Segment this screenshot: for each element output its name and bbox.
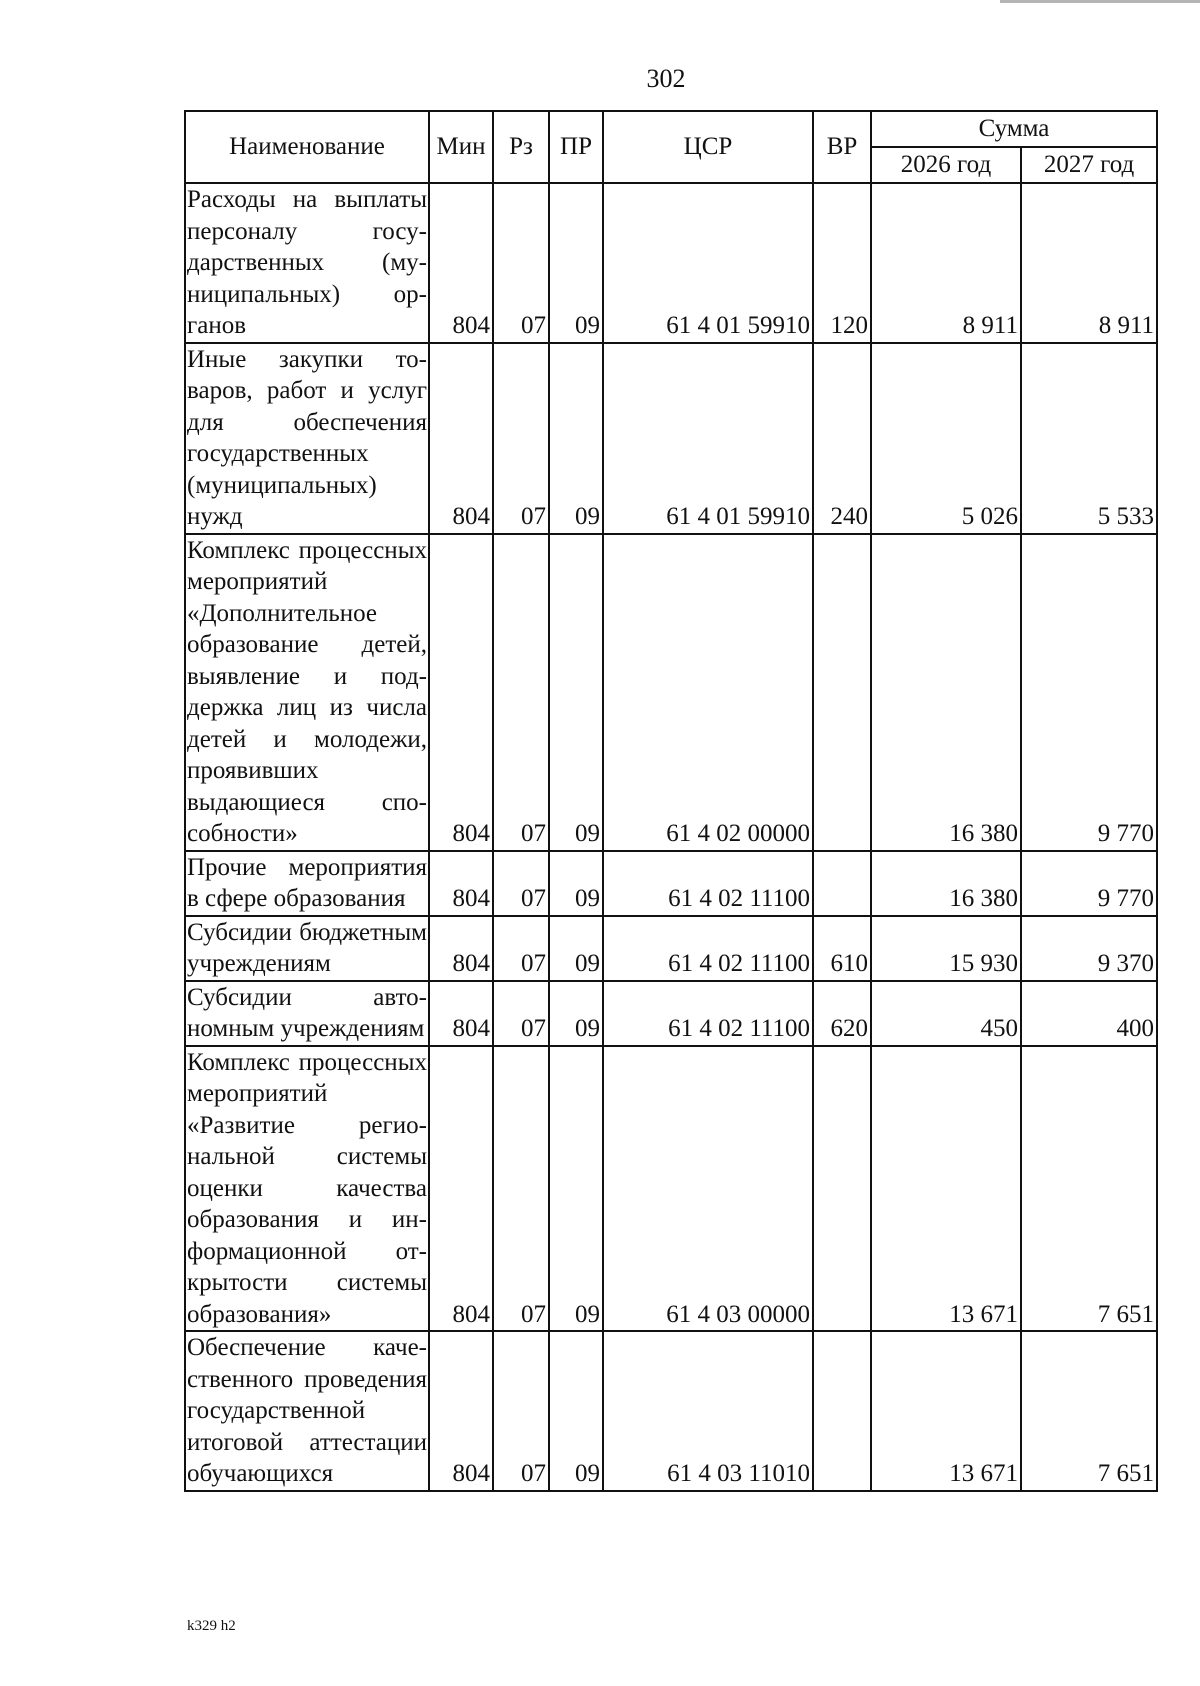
cell-rz: 07 [493, 1331, 549, 1491]
cell-csr: 61 4 02 11100 [603, 916, 813, 981]
cell-vr [813, 1046, 871, 1332]
table-row [185, 916, 1157, 981]
table-row [185, 851, 1157, 916]
cell-csr: 61 4 02 00000 [603, 534, 813, 851]
cell-pr: 09 [549, 1046, 603, 1332]
header-rz: Рз [493, 111, 549, 183]
cell-sum-2027: 9 370 [1021, 916, 1157, 981]
cell-min: 804 [429, 1331, 493, 1491]
table-row [185, 534, 1157, 851]
cell-sum-2027: 7 651 [1021, 1331, 1157, 1491]
header-sum: Сумма [871, 111, 1157, 147]
cell-pr: 09 [549, 851, 603, 916]
cell-name: Расходы на выплаты персоналу государственных (муниципальных) органов [185, 183, 429, 343]
cell-name: Прочие мероприятия в сфере образования [185, 851, 429, 916]
page-number: 302 [646, 64, 686, 93]
cell-name: Обеспечение качественного проведения государственной итоговой аттестации обучающихся [185, 1331, 429, 1491]
cell-vr: 240 [813, 343, 871, 534]
cell-vr: 620 [813, 981, 871, 1046]
table-row [185, 1331, 1157, 1491]
cell-name: Комплекс процессных мероприятий «Дополнительное образование детей, выявление и поддержка лиц из числа детей и молодежи, проявивших выдающиеся способности» [185, 534, 429, 851]
cell-csr: 61 4 02 11100 [603, 981, 813, 1046]
cell-rz: 07 [493, 343, 549, 534]
cell-csr: 61 4 02 11100 [603, 851, 813, 916]
header-year-2027: 2027 год [1021, 147, 1157, 183]
cell-min: 804 [429, 981, 493, 1046]
cell-pr: 09 [549, 534, 603, 851]
header-min: Мин [429, 111, 493, 183]
cell-rz: 07 [493, 183, 549, 343]
cell-pr: 09 [549, 1331, 603, 1491]
cell-name: Иные закупки товаров, работ и услуг для обеспечения государственных (муниципальных) нужд [185, 343, 429, 534]
cell-sum-2026: 450 [871, 981, 1021, 1046]
cell-vr [813, 851, 871, 916]
table-header [185, 111, 1157, 183]
table-body [185, 183, 1157, 1491]
cell-rz: 07 [493, 534, 549, 851]
cell-sum-2027: 7 651 [1021, 1046, 1157, 1332]
header-csr: ЦСР [603, 111, 813, 183]
cell-pr: 09 [549, 343, 603, 534]
cell-rz: 07 [493, 916, 549, 981]
cell-name: Комплекс процессных мероприятий «Развитие региональной системы оценки качества образования и информационной открытости системы образования» [185, 1046, 429, 1332]
cell-rz: 07 [493, 1046, 549, 1332]
cell-min: 804 [429, 851, 493, 916]
cell-vr: 610 [813, 916, 871, 981]
header-pr: ПР [549, 111, 603, 183]
table-row [185, 343, 1157, 534]
cell-sum-2026: 13 671 [871, 1331, 1021, 1491]
header-vr: ВР [813, 111, 871, 183]
header-name: Наименование [185, 111, 429, 183]
header-year-2026: 2026 год [871, 147, 1021, 183]
cell-sum-2026: 16 380 [871, 851, 1021, 916]
cell-csr: 61 4 01 59910 [603, 183, 813, 343]
cell-sum-2027: 400 [1021, 981, 1157, 1046]
cell-sum-2026: 8 911 [871, 183, 1021, 343]
table-row [185, 183, 1157, 343]
cell-csr: 61 4 03 11010 [603, 1331, 813, 1491]
budget-table [184, 110, 1158, 1492]
cell-pr: 09 [549, 183, 603, 343]
cell-rz: 07 [493, 981, 549, 1046]
cell-min: 804 [429, 183, 493, 343]
cell-sum-2027: 9 770 [1021, 851, 1157, 916]
cell-vr [813, 534, 871, 851]
cell-sum-2027: 8 911 [1021, 183, 1157, 343]
cell-min: 804 [429, 1046, 493, 1332]
cell-sum-2027: 5 533 [1021, 343, 1157, 534]
cell-sum-2027: 9 770 [1021, 534, 1157, 851]
cell-sum-2026: 13 671 [871, 1046, 1021, 1332]
footer-code: k329 h2 [187, 1618, 236, 1634]
cell-csr: 61 4 01 59910 [603, 343, 813, 534]
cell-pr: 09 [549, 916, 603, 981]
cell-rz: 07 [493, 851, 549, 916]
cell-name: Субсидии автономным учреждениям [185, 981, 429, 1046]
top-edge-rule [1000, 0, 1200, 3]
cell-vr: 120 [813, 183, 871, 343]
table-row [185, 981, 1157, 1046]
cell-name: Субсидии бюджетным учреждениям [185, 916, 429, 981]
cell-sum-2026: 15 930 [871, 916, 1021, 981]
cell-sum-2026: 5 026 [871, 343, 1021, 534]
cell-pr: 09 [549, 981, 603, 1046]
cell-sum-2026: 16 380 [871, 534, 1021, 851]
cell-csr: 61 4 03 00000 [603, 1046, 813, 1332]
cell-min: 804 [429, 343, 493, 534]
cell-min: 804 [429, 916, 493, 981]
table-row [185, 1046, 1157, 1332]
cell-min: 804 [429, 534, 493, 851]
cell-vr [813, 1331, 871, 1491]
